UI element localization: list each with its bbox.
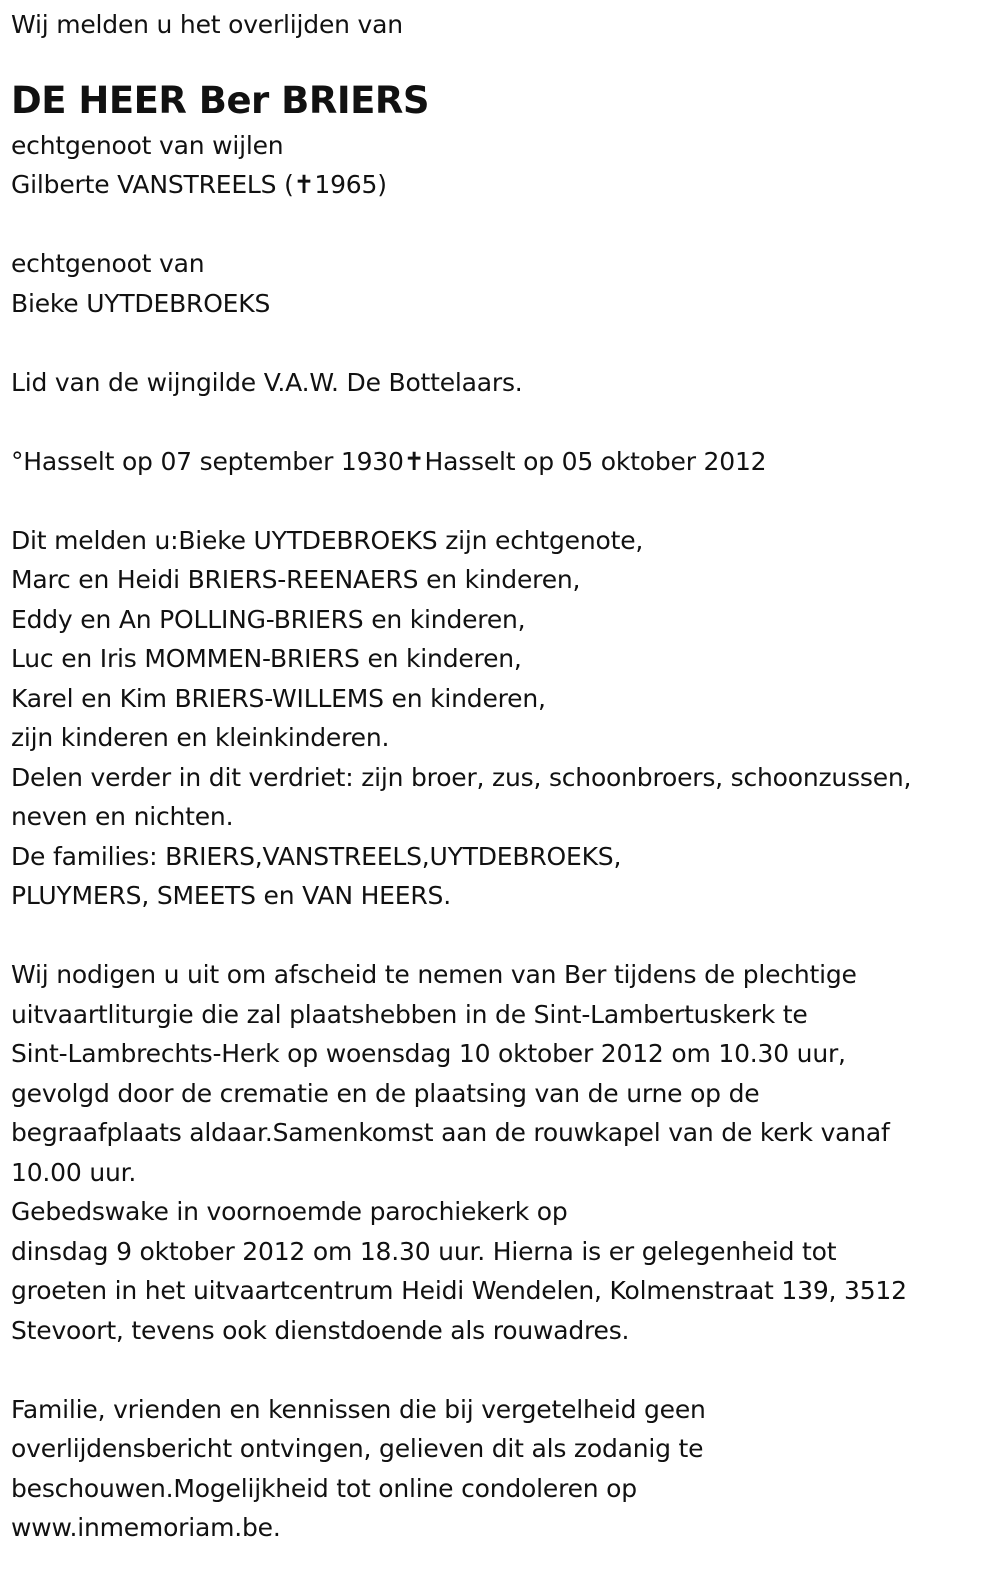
closing-line: overlijdensbericht ontvingen, gelieven dit als zodanig te	[11, 1434, 704, 1463]
mourners-line: De families: BRIERS,VANSTREELS,UYTDEBROEKS,	[11, 841, 622, 871]
closing-line: beschouwen.Mogelijkheid tot online condoleren op	[11, 1473, 637, 1503]
spacer	[11, 402, 986, 442]
mourners-line: PLUYMERS, SMEETS en VAN HEERS.	[11, 881, 451, 910]
ceremony-line: Gebedswake in voornoemde parochiekerk op	[11, 1197, 568, 1226]
closing-website: www.inmemoriam.be.	[11, 1513, 281, 1542]
ceremony-line: Stevoort, tevens ook dienstdoende als rouwadres.	[11, 1315, 630, 1345]
ceremony-line: Sint-Lambrechts-Herk op woensdag 10 oktober 2012 om 10.30 uur,	[11, 1039, 846, 1068]
spouse-label: echtgenoot van	[11, 249, 205, 278]
spacer	[11, 1350, 986, 1390]
mourners-line: Marc en Heidi BRIERS-REENAERS en kinderen,	[11, 565, 581, 594]
spacer	[11, 481, 986, 521]
birth-text: °Hasselt op 07 september 1930	[11, 446, 404, 476]
late-spouse-label: echtgenoot van wijlen	[11, 130, 284, 160]
mourners-line: Karel en Kim BRIERS-WILLEMS en kinderen,	[11, 683, 546, 713]
deceased-name: DE HEER Ber BRIERS	[11, 78, 430, 122]
ceremony-block	[11, 955, 986, 1350]
ceremony-line: 10.00 uur.	[11, 1157, 137, 1187]
ceremony-line: groeten in het uitvaartcentrum Heidi Wendelen, Kolmenstraat 139, 3512	[11, 1276, 907, 1305]
death-notice	[11, 0, 986, 1548]
mourners-block	[11, 521, 986, 916]
closing-block	[11, 1390, 986, 1548]
closing-line: Familie, vrienden en kennissen die bij vergetelheid geen	[11, 1394, 706, 1424]
ceremony-line: begraafplaats aldaar.Samenkomst aan de rouwkapel van de kerk vanaf	[11, 1118, 890, 1147]
mourners-line: zijn kinderen en kleinkinderen.	[11, 723, 390, 752]
membership-text: Lid van de wijngilde V.A.W. De Bottelaars.	[11, 367, 523, 397]
birth-death-line	[11, 442, 986, 482]
intro-text: Wij melden u het overlijden van	[11, 10, 403, 39]
mourners-line: neven en nichten.	[11, 802, 234, 831]
mourners-line: Luc en Iris MOMMEN-BRIERS en kinderen,	[11, 644, 522, 673]
spacer	[11, 323, 986, 363]
mourners-line: Eddy en An POLLING-BRIERS en kinderen,	[11, 604, 526, 634]
spacer	[11, 916, 986, 956]
death-text: Hasselt op 05 oktober 2012	[424, 446, 767, 476]
late-spouse-line	[11, 165, 986, 205]
cross-icon: ✝	[403, 446, 425, 476]
spouse-name: Bieke UYTDEBROEKS	[11, 288, 271, 318]
ceremony-line: Wij nodigen u uit om afscheid te nemen van Ber tijdens de plechtige	[11, 960, 857, 989]
spacer	[11, 205, 986, 245]
late-spouse-year: 1965)	[314, 170, 387, 199]
ceremony-line: dinsdag 9 oktober 2012 om 18.30 uur. Hierna is er gelegenheid tot	[11, 1236, 837, 1266]
cross-icon: ✝	[293, 170, 315, 199]
ceremony-line: uitvaartliturgie die zal plaatshebben in de Sint-Lambertuskerk te	[11, 999, 808, 1029]
mourners-line: Dit melden u:Bieke UYTDEBROEKS zijn echtgenote,	[11, 525, 644, 555]
ceremony-line: gevolgd door de crematie en de plaatsing van de urne op de	[11, 1078, 760, 1108]
late-spouse-name: Gilberte VANSTREELS (	[11, 170, 294, 199]
mourners-line: Delen verder in dit verdriet: zijn broer, zus, schoonbroers, schoonzussen,	[11, 762, 912, 792]
